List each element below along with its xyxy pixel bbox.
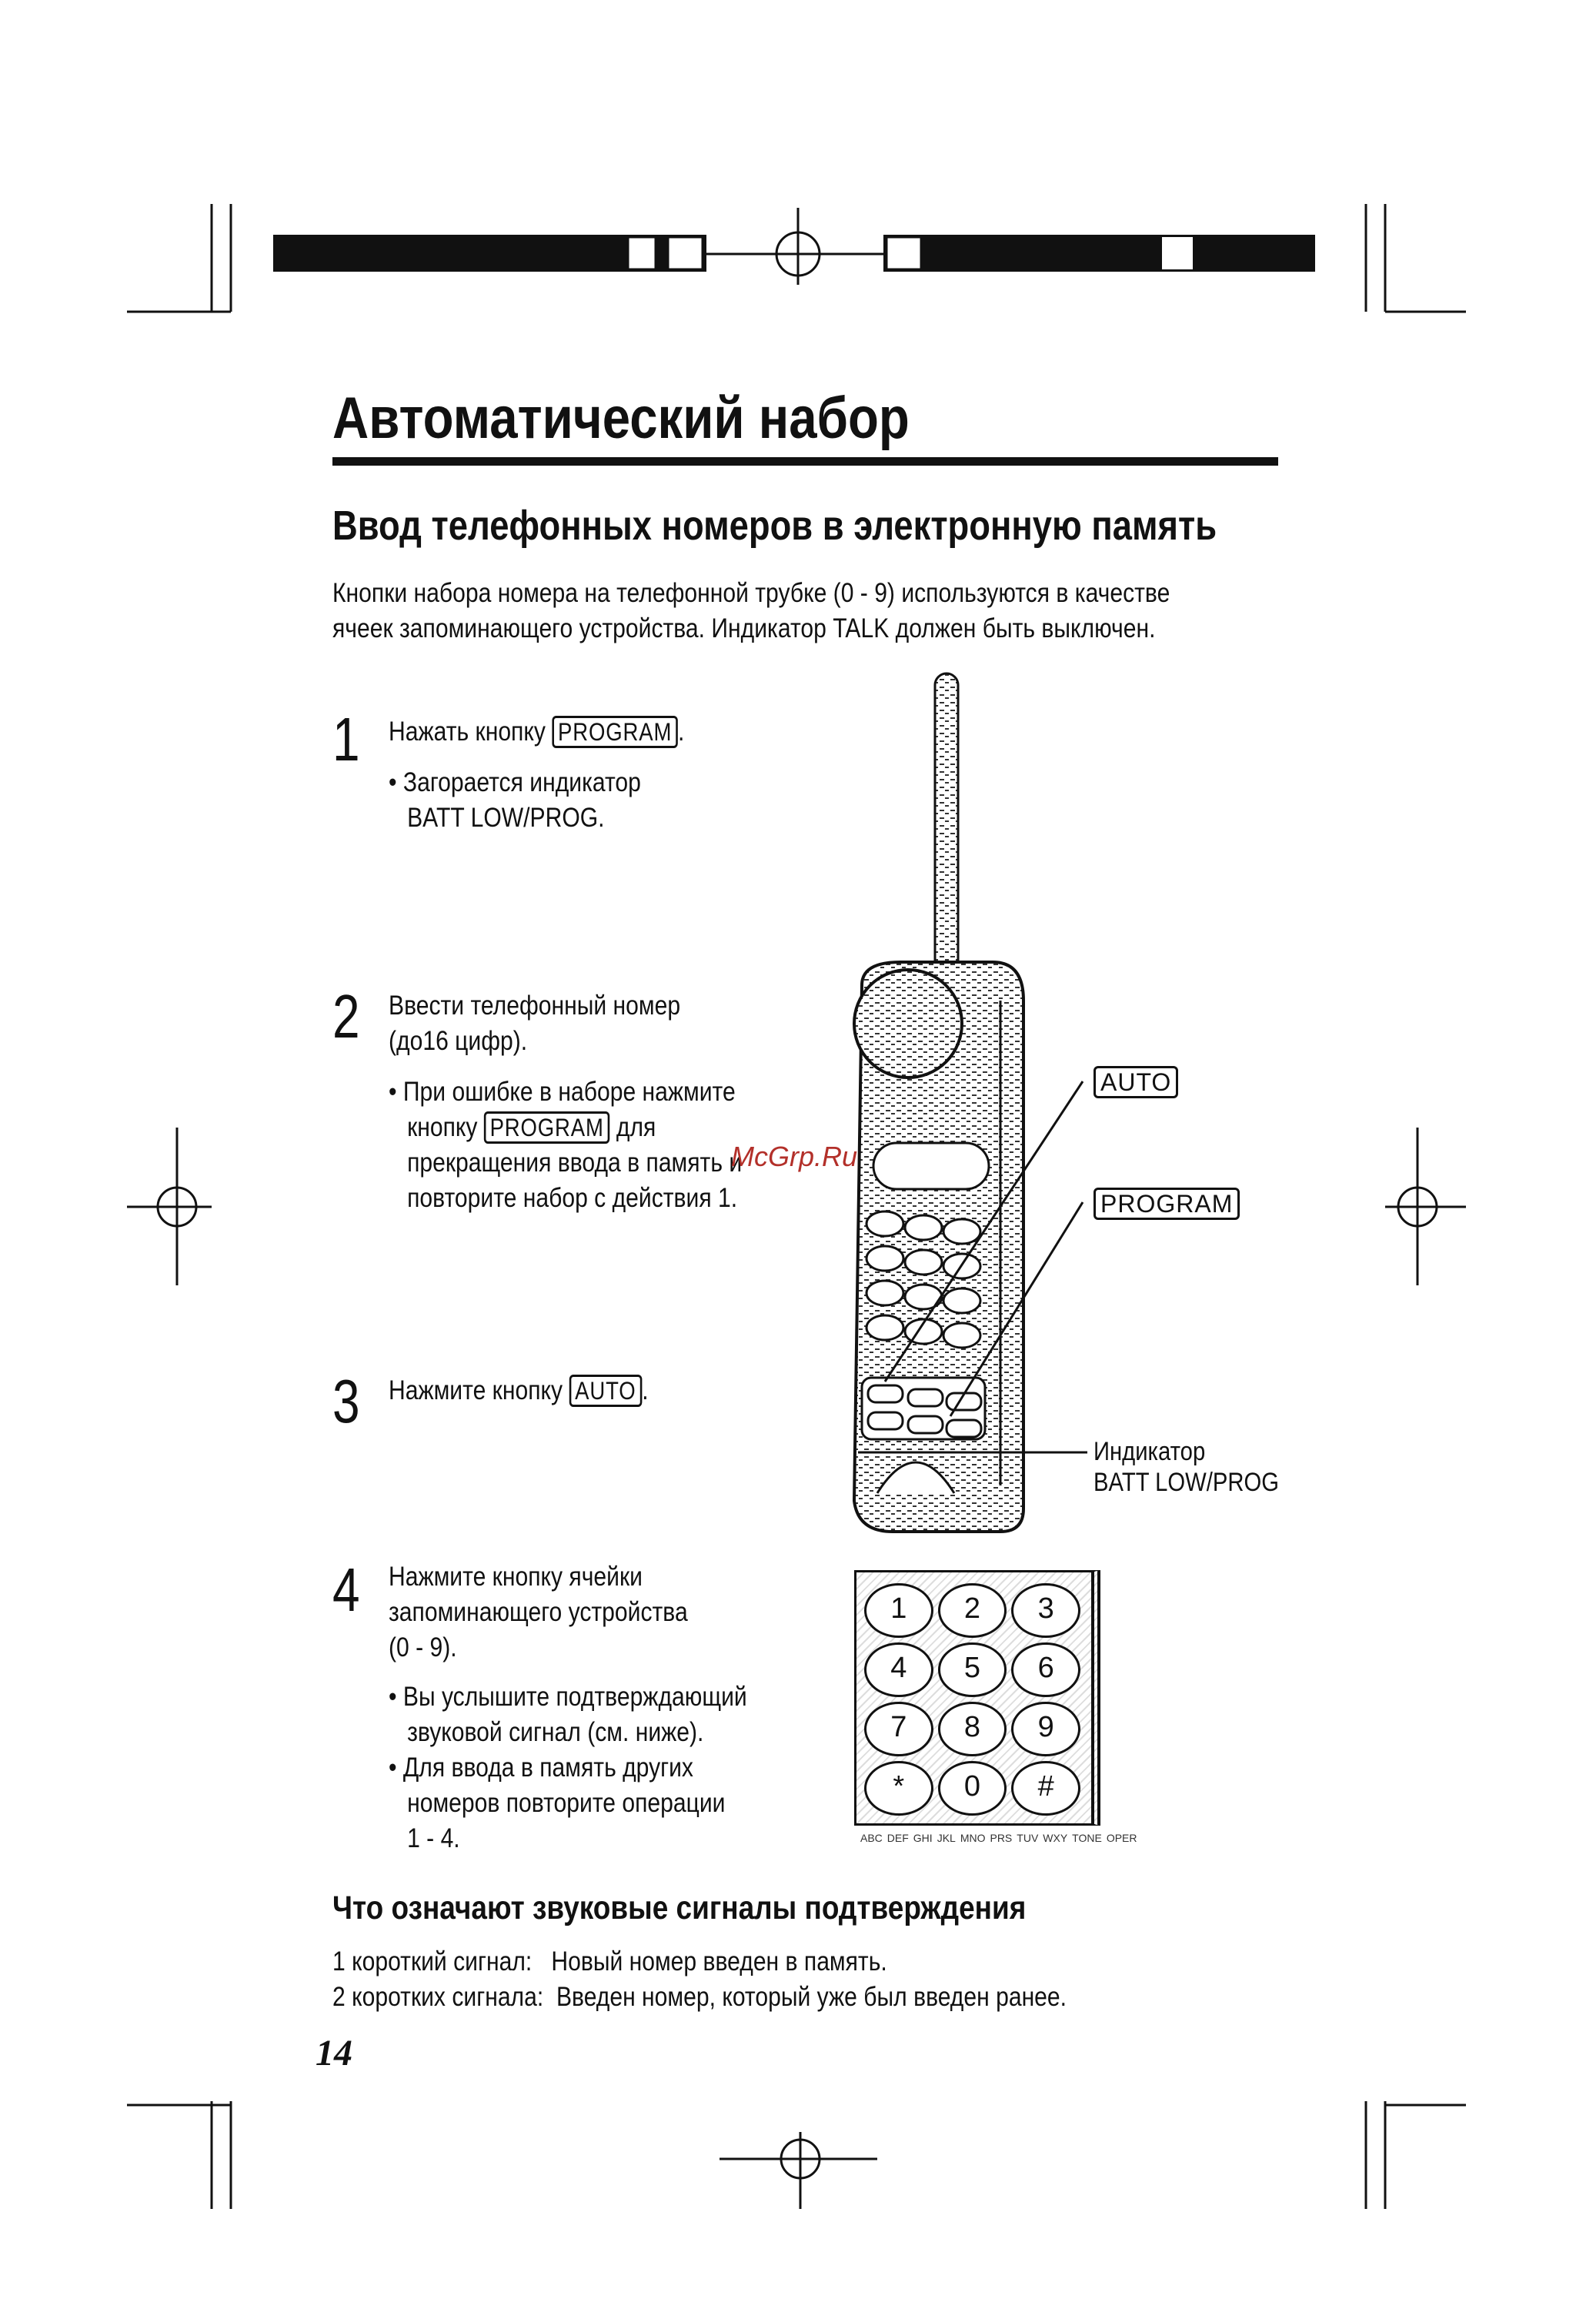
step-text: Нажмите кнопку [389,1375,563,1405]
step-number: 1 [332,705,360,774]
step-text: Нажать кнопку [389,717,546,747]
key-letters: JKL [937,1832,956,1844]
bullet-cont: BATT LOW/PROG. [407,803,605,833]
auto-key-label: AUTO [569,1375,642,1407]
key-letters: TUV [1017,1832,1039,1844]
step-text: запоминающего устройства [389,1597,688,1627]
punct: . [642,1375,649,1405]
keypad-key: # [1011,1761,1080,1816]
key-letters: MNO [960,1832,986,1844]
key-letters: ABC [860,1832,883,1844]
bullet-cont: номеров повторите операции [407,1788,726,1818]
indicator-label: BATT LOW/PROG [1093,1468,1279,1497]
auto-callout [1093,1066,1178,1098]
program-key-label: PROGRAM [552,716,678,748]
key-letters: PRS [990,1832,1013,1844]
keypad-key: 3 [1011,1583,1080,1638]
program-key-label: PROGRAM [484,1111,610,1144]
program-key-label: PROGRAM [1093,1188,1240,1220]
key-letters: TONE [1072,1832,1102,1844]
bullet-cont: звуковой сигнал (см. ниже). [407,1717,704,1747]
signal-value: Введен номер, который уже был введен ранее. [556,1982,1067,2012]
section-heading: Ввод телефонных номеров в электронную память [332,503,1217,549]
watermark: McGrp.Ru [731,1141,858,1172]
bullet-cont: для [616,1112,656,1142]
keypad-key: 8 [938,1702,1007,1756]
signal-key: 2 коротких сигнала: [332,1982,544,2012]
key-letters: WXY [1043,1832,1068,1844]
keypad-key: 9 [1011,1702,1080,1756]
page-number: 14 [316,2033,352,2073]
keypad-key: * [864,1761,933,1816]
keypad-key: 7 [864,1702,933,1756]
bullet-cont: 1 - 4. [407,1823,460,1853]
intro-line: Кнопки набора номера на телефонной трубке (0 - 9) используются в качестве [332,578,1170,608]
bullet: • Загорается индикатор [389,767,641,797]
bullet: • При ошибке в наборе нажмите [389,1077,736,1107]
step-number: 3 [332,1367,360,1435]
bullet: • Для ввода в память других [389,1753,693,1783]
keypad-key: 4 [864,1642,933,1697]
bullet: • Вы услышите подтверждающий [389,1682,747,1712]
step-number: 2 [332,982,360,1051]
step-text: (до16 цифр). [389,1026,528,1056]
bullet-cont: кнопку [407,1112,478,1142]
signals-heading: Что означают звуковые сигналы подтверждения [332,1890,1027,1926]
punct: . [677,717,685,747]
indicator-label: Индикатор [1093,1437,1206,1466]
keypad-key: 0 [938,1761,1007,1816]
bullet-cont: прекращения ввода в память и [407,1148,743,1178]
keypad-closeup [854,1570,1100,1826]
step-text: (0 - 9). [389,1632,457,1662]
key-letters: OPER [1106,1832,1137,1844]
intro-line: ячеек запоминающего устройства. Индикатор TALK должен быть выключен. [332,613,1156,643]
step-text: Нажмите кнопку ячейки [389,1562,643,1592]
indicator-callout [1093,1436,1279,1498]
step-text: Ввести телефонный номер [389,991,681,1021]
keypad-key: 6 [1011,1642,1080,1697]
keypad-key: 5 [938,1642,1007,1697]
page-title: Автоматический набор [332,386,910,451]
key-letters: GHI [913,1832,933,1844]
keypad-key: 2 [938,1583,1007,1638]
bullet-cont: повторите набор с действия 1. [407,1183,738,1213]
step-number: 4 [332,1555,360,1624]
signal-key: 1 короткий сигнал: [332,1946,533,1977]
auto-key-label: AUTO [1093,1066,1178,1098]
signals-table [332,1944,1067,2015]
keypad-letters [860,1832,1137,1844]
key-letters: DEF [886,1832,909,1844]
program-callout [1093,1188,1240,1220]
signal-value: Новый номер введен в память. [551,1946,887,1977]
keypad-key: 1 [864,1583,933,1638]
